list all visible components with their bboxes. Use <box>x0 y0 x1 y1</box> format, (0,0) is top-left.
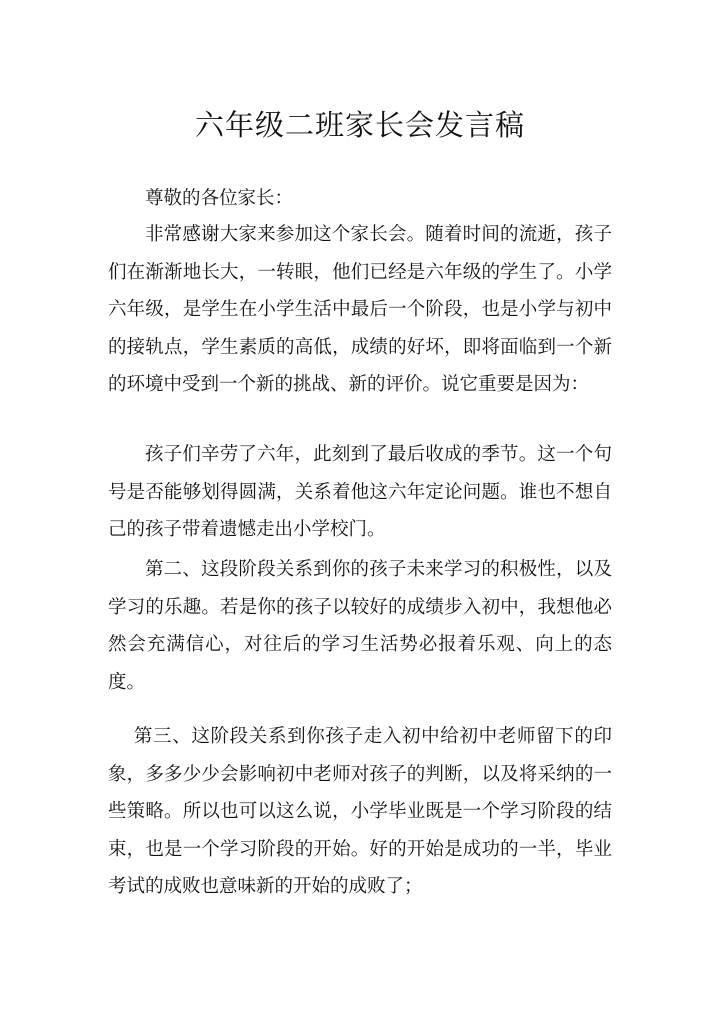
paragraph-intro: 非常感谢大家来参加这个家长会。随着时间的流逝，孩子们在渐渐地长大，一转眼，他们已经是六年级的学生了。小学六年级，是学生在小学生活中最后一个阶段，也是小学与初中的接轨点，学生素质的高低，成绩的好坏，即将面临到一个新的环境中受到一个新的挑战、新的评价。说它重要是因为： <box>108 224 612 395</box>
paragraph-first-reason: 孩子们辛劳了六年，此刻到了最后收成的季节。这一个句号是否能够划得圆满，关系着他这六年定论问题。谁也不想自己的孩子带着遗憾走出小学校门。 <box>108 444 612 540</box>
paragraph-second-reason: 第二、这段阶段关系到你的孩子未来学习的积极性，以及学习的乐趣。若是你的孩子以较好的成绩步入初中，我想他必然会充满信心，对往后的学习生活势必报着乐观、向上的态度。 <box>108 559 612 693</box>
salutation: 尊敬的各位家长： <box>145 188 294 209</box>
document-title: 六年级二班家长会发言稿 <box>194 108 525 143</box>
paragraph-third-reason: 第三、这阶段关系到你孩子走入初中给初中老师留下的印象，多多少少会影响初中老师对孩子的判断，以及将采纳的一些策略。所以也可以这么说，小学毕业既是一个学习阶段的结束，也是一个学习阶段的开始。好的开始是成功的一半，毕业考试的成败也意味新的开始的成败了； <box>108 726 612 897</box>
